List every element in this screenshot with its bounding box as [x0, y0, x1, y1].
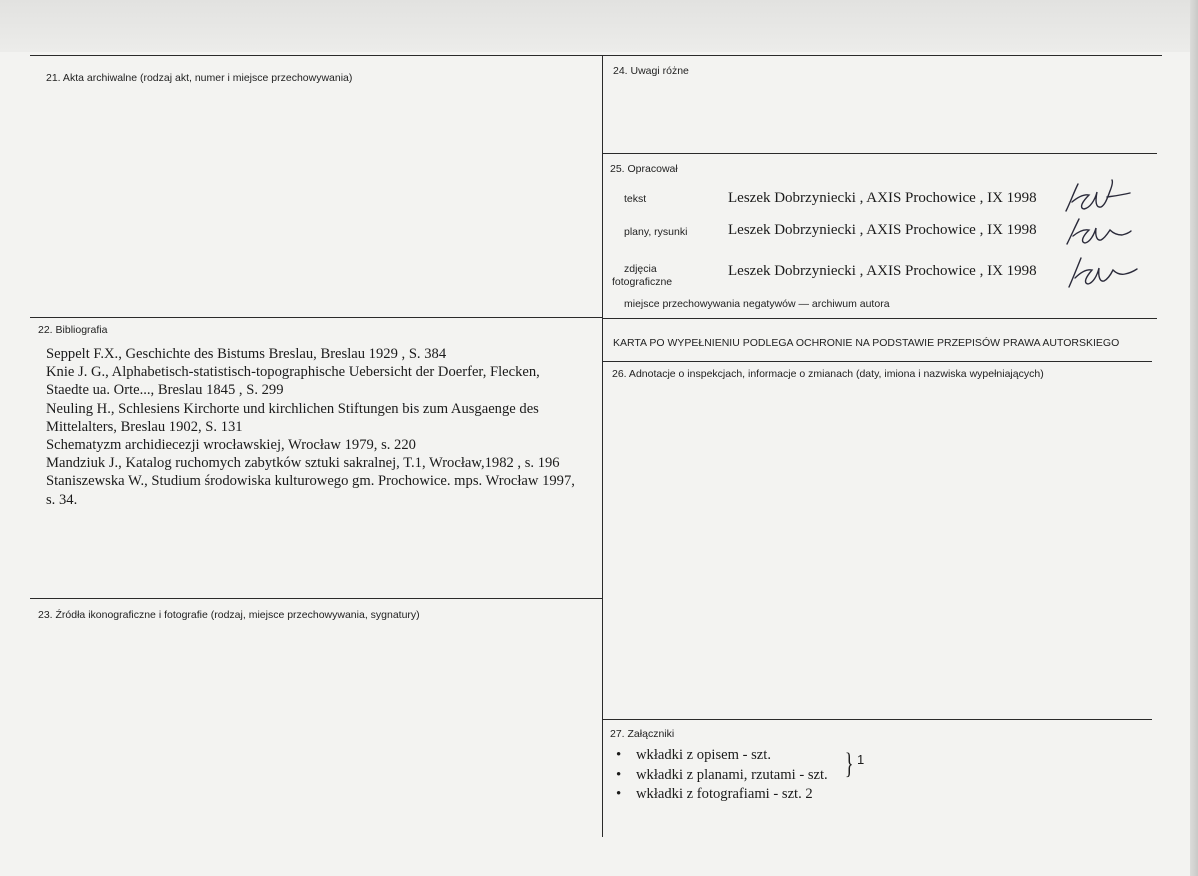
rule-24-25	[602, 153, 1157, 154]
top-rule	[30, 55, 1162, 56]
author-row-drawings-label: plany, rysunki	[624, 226, 688, 238]
signature-1	[1062, 178, 1132, 216]
bibliography-entry: Neuling H., Schlesiens Kirchorte und kirchlichen Stiftungen bis zum Ausgaenge des Mittelalters, Breslau 1902, S. 131	[46, 400, 539, 435]
card-right-edge	[1190, 0, 1198, 876]
section-22-label: 22. Bibliografia	[38, 324, 108, 336]
section-24-label: 24. Uwagi różne	[613, 65, 689, 77]
signature-3	[1064, 252, 1138, 290]
curly-brace-icon: }	[844, 747, 854, 780]
card-top-edge	[0, 0, 1198, 52]
section-23-label: 23. Źródła ikonograficzne i fotografie (rodzaj, miejsce przechowywania, sygnatury)	[38, 609, 420, 621]
attachment-item: • wkładki z opisem - szt.	[614, 746, 828, 766]
signature-2	[1062, 214, 1132, 248]
negatives-location: miejsce przechowywania negatywów — archiwum autora	[624, 298, 890, 310]
rule-25-notice	[602, 318, 1157, 319]
bibliography-entry: Schematyzm archidiecezji wrocławskiej, Wrocław 1979, s. 220	[46, 437, 416, 454]
section-21-label: 21. Akta archiwalne (rodzaj akt, numer i miejsce przechowywania)	[46, 72, 353, 84]
copyright-notice: KARTA PO WYPEŁNIENIU PODLEGA OCHRONIE NA PODSTAWIE PRZEPISÓW PRAWA AUTORSKIEGO	[613, 337, 1120, 349]
author-row-photos-label-2: fotograficzne	[612, 276, 673, 288]
author-row-text-value: Leszek Dobrzyniecki , AXIS Prochowice , IX 1998	[728, 190, 1037, 206]
bibliography-entry: Seppelt F.X., Geschichte des Bistums Breslau, Breslau 1929 , S. 384	[46, 346, 447, 362]
rule-notice-26	[602, 361, 1152, 362]
attachment-item: • wkładki z fotografiami - szt. 2	[614, 785, 828, 805]
rule-21-22	[30, 317, 602, 318]
section-27-label: 27. Załączniki	[610, 728, 675, 740]
author-row-drawings-value: Leszek Dobrzyniecki , AXIS Prochowice , IX 1998	[728, 222, 1037, 238]
bibliography-entry: Mandziuk J., Katalog ruchomych zabytków sztuki sakralnej, T.1, Wrocław,1982 , s. 196	[46, 455, 560, 472]
author-row-photos-value: Leszek Dobrzyniecki , AXIS Prochowice , IX 1998	[728, 263, 1037, 279]
attachments-list	[614, 746, 828, 805]
section-26-label: 26. Adnotacje o inspekcjach, informacje o zmianach (daty, imiona i nazwiska wypełniających)	[612, 368, 1044, 380]
section-25-label: 25. Opracował	[610, 163, 678, 175]
rule-22-23	[30, 598, 602, 599]
rule-26-27	[602, 719, 1152, 720]
attachment-item: • wkładki z planami, rzutami - szt.	[614, 766, 828, 786]
author-row-photos-label-1: zdjęcia	[624, 263, 657, 275]
brace-count: 1	[857, 752, 865, 767]
bibliography-entry: Knie J. G., Alphabetisch-statistisch-topographische Uebersicht der Doerfer, Flecken, Staedte ua. Orte..., Breslau 1845 , S. 299	[46, 364, 540, 399]
bibliography-entry: Staniszewska W., Studium środowiska kulturowego gm. Prochowice. mps. Wrocław 1997, s. 34.	[46, 473, 575, 508]
bibliography-list	[46, 345, 586, 509]
author-row-text-label: tekst	[624, 193, 647, 205]
